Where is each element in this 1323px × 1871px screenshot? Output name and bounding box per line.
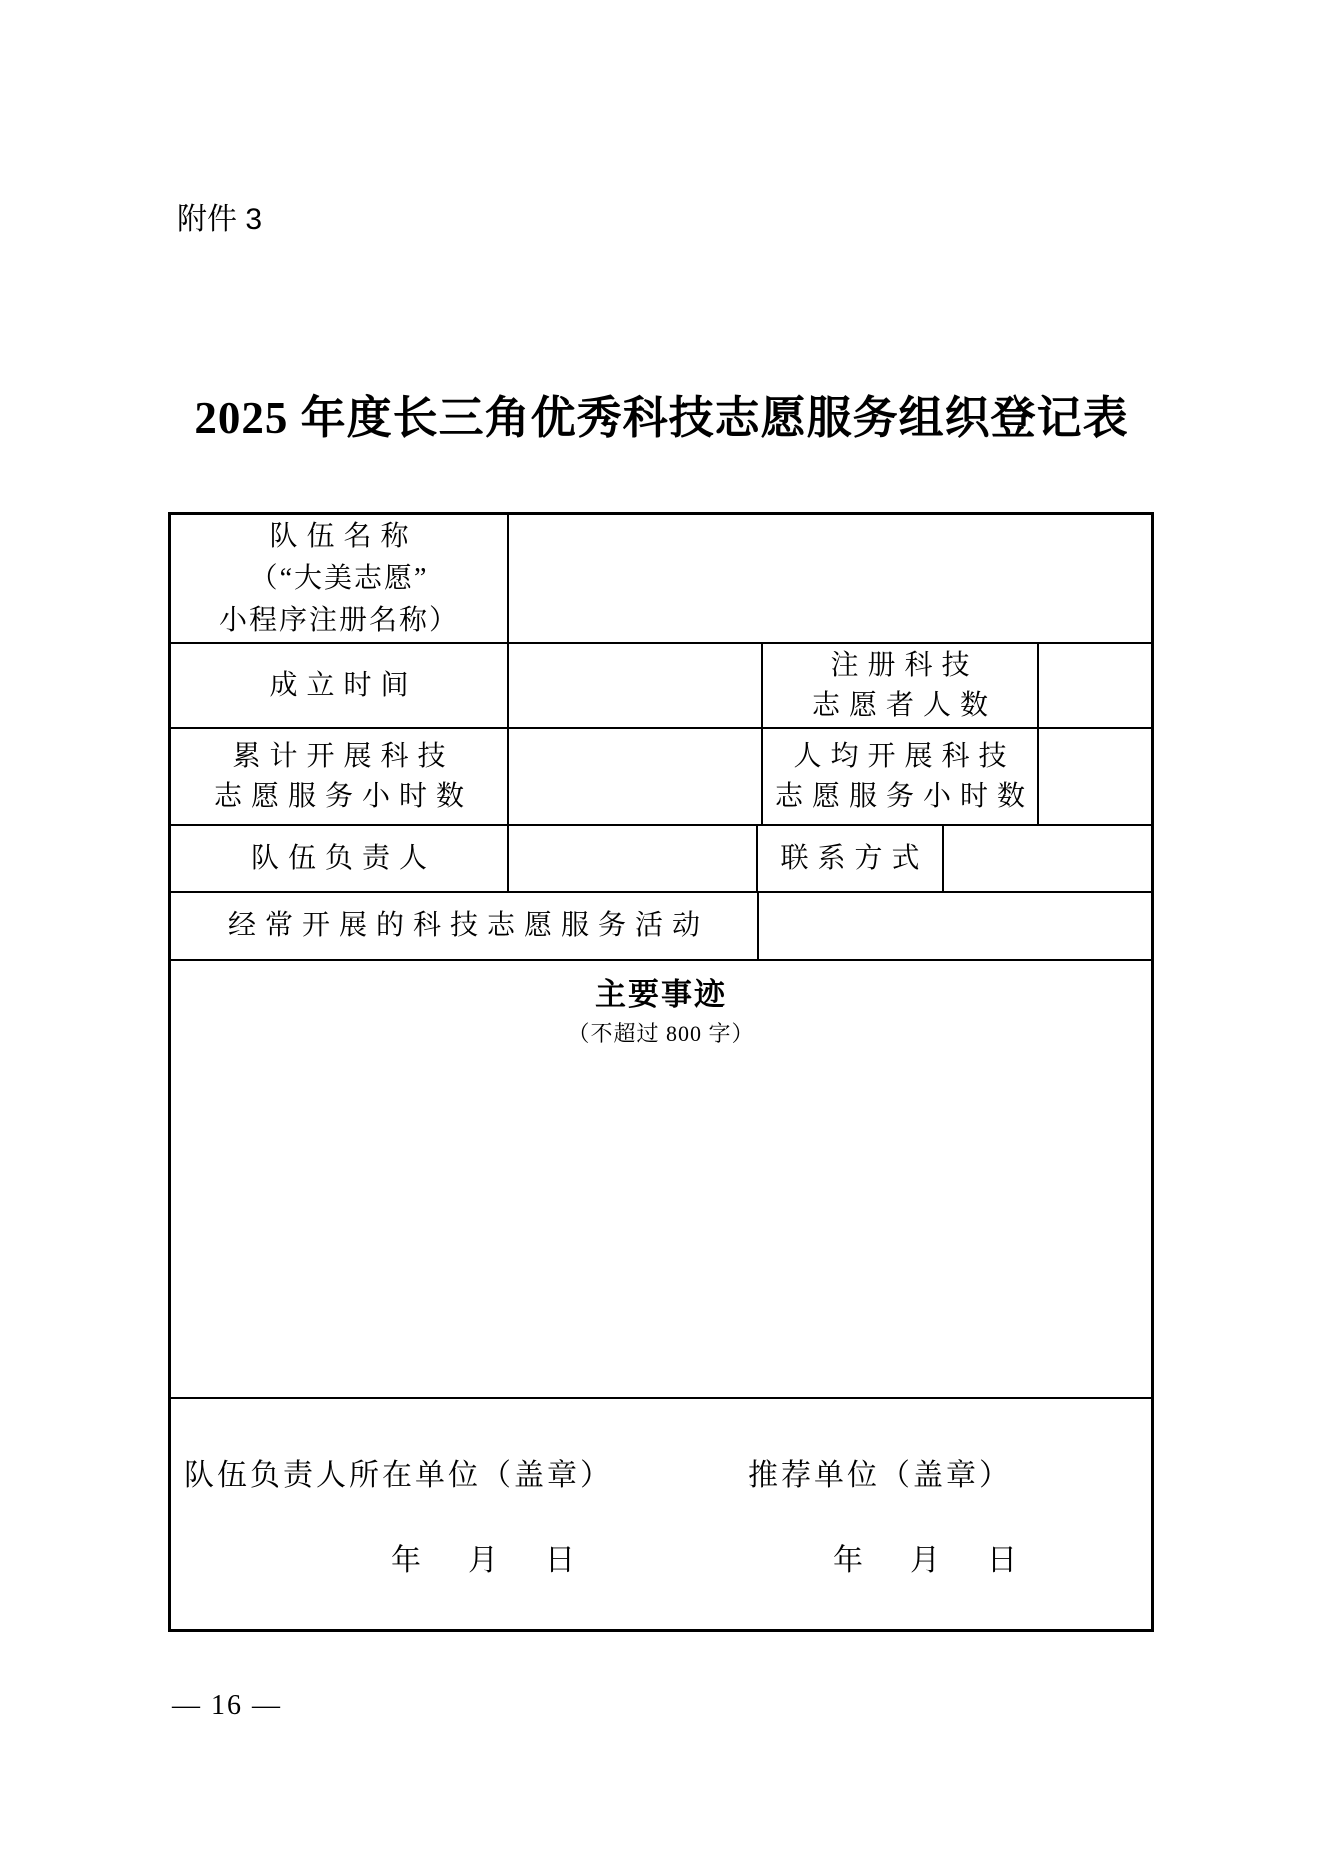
row-team-leader <box>171 826 1151 893</box>
total-hours-label <box>171 729 509 824</box>
recommend-unit-signature-block <box>730 1399 1151 1580</box>
per-capita-hours-label-line2: 志愿服务小时数 <box>774 780 1034 812</box>
founding-time-value-cell <box>509 644 763 727</box>
per-capita-hours-label-line1: 人均开展科技 <box>793 740 1016 772</box>
month-label: 月 <box>468 1544 498 1577</box>
year-label: 年 <box>391 1544 421 1577</box>
registered-volunteers-label <box>763 644 1039 727</box>
contact-label: 联系方式 <box>758 826 944 891</box>
year-label: 年 <box>833 1544 863 1577</box>
team-name-label-line3: 小程序注册名称） <box>218 604 459 636</box>
team-leader-label: 队伍负责人 <box>171 826 509 891</box>
registered-volunteers-value-cell <box>1039 644 1151 727</box>
contact-value-cell <box>944 826 1151 891</box>
leader-unit-date-line <box>391 1542 730 1580</box>
recommend-unit-date-line <box>833 1542 1151 1580</box>
registration-form-table <box>168 512 1154 1632</box>
total-hours-label-line2: 志愿服务小时数 <box>213 780 473 812</box>
frequent-activities-value-cell <box>759 893 1151 959</box>
row-service-hours <box>171 729 1151 826</box>
team-name-label-line2: （“大美志愿” <box>249 562 429 594</box>
signature-cell <box>171 1399 1151 1629</box>
page-title: 2025 年度长三角优秀科技志愿服务组织登记表 <box>194 393 1129 443</box>
month-label: 月 <box>910 1544 940 1577</box>
day-label: 日 <box>987 1544 1017 1577</box>
total-hours-label-line1: 累计开展科技 <box>232 740 455 772</box>
main-deeds-cell <box>171 961 1151 1397</box>
row-founding-time <box>171 644 1151 729</box>
team-name-value-cell <box>509 515 1151 642</box>
registered-volunteers-label-line2: 志愿者人数 <box>811 689 997 721</box>
per-capita-hours-label <box>763 729 1039 824</box>
attachment-label: 附件 3 <box>177 203 263 236</box>
per-capita-hours-value-cell <box>1039 729 1151 824</box>
frequent-activities-label: 经常开展的科技志愿服务活动 <box>171 893 759 959</box>
main-deeds-title: 主要事迹 <box>595 977 727 1012</box>
main-deeds-note: （不超过 800 字） <box>567 1021 755 1046</box>
leader-unit-signature-block <box>171 1399 730 1580</box>
team-leader-value-cell <box>509 826 758 891</box>
registered-volunteers-label-line1: 注册科技 <box>830 649 979 681</box>
row-frequent-activities <box>171 893 1151 961</box>
leader-unit-label: 队伍负责人所在单位（盖章） <box>184 1459 613 1492</box>
team-name-label-line1: 队伍名称 <box>269 520 418 552</box>
row-main-deeds <box>171 961 1151 1399</box>
day-label: 日 <box>545 1544 575 1577</box>
row-team-name <box>171 515 1151 644</box>
page-number: — 16 — <box>172 1690 282 1721</box>
team-name-label <box>171 515 509 642</box>
row-signatures <box>171 1399 1151 1629</box>
founding-time-label: 成立时间 <box>171 644 509 727</box>
recommend-unit-label: 推荐单位（盖章） <box>748 1459 1012 1492</box>
total-hours-value-cell <box>509 729 763 824</box>
